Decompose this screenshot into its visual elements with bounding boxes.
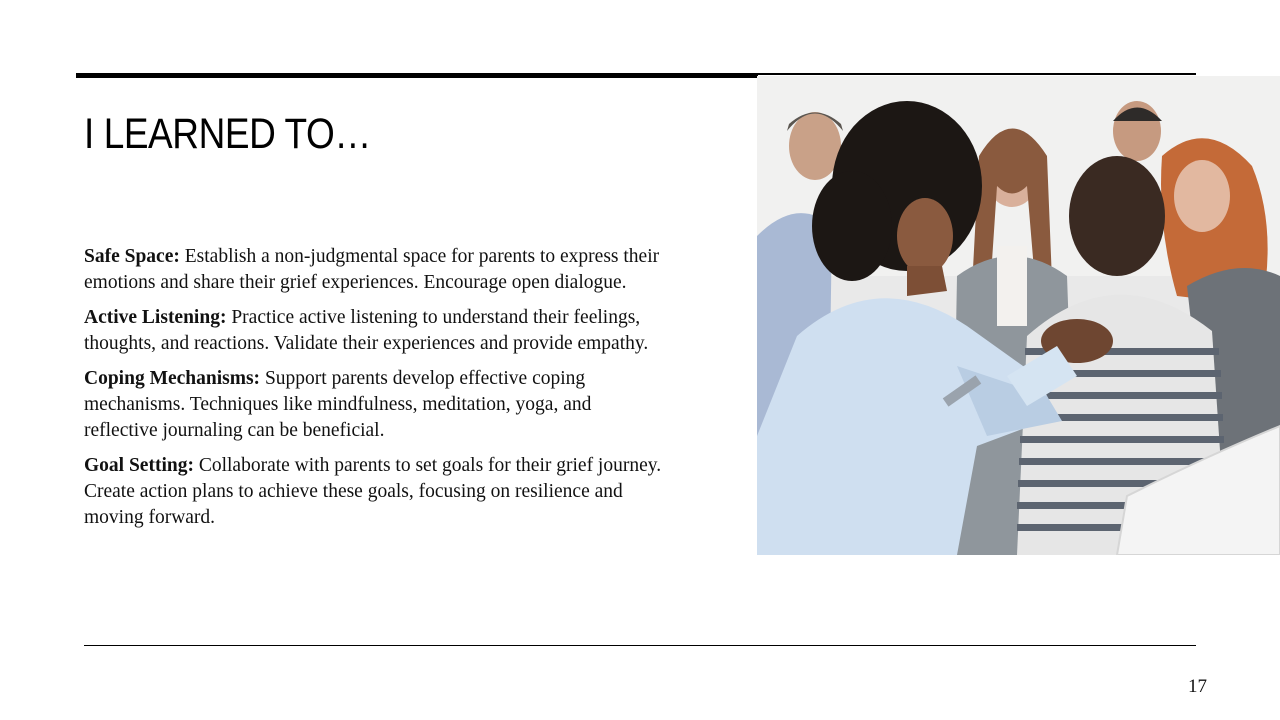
list-item-active-listening — [84, 305, 664, 357]
page-number: 17 — [1188, 676, 1207, 697]
item-text: Support parents develop effective coping mechanisms. Techniques like mindfulness, meditation, yoga, and reflective journaling can be beneficial. — [84, 368, 592, 441]
item-heading: Coping Mechanisms: — [84, 368, 261, 389]
list-item-coping-mechanisms — [84, 366, 664, 444]
item-heading: Goal Setting: — [84, 455, 194, 476]
top-rule-thick — [76, 73, 758, 78]
item-heading: Safe Space: — [84, 246, 180, 267]
item-text: Establish a non-judgmental space for parents to express their emotions and share their grief experiences. Encourage open dialogue. — [84, 246, 660, 293]
item-heading: Active Listening: — [84, 307, 227, 328]
bullet-list — [84, 244, 664, 540]
support-group-photo — [757, 76, 1280, 555]
list-item-safe-space — [84, 244, 664, 296]
photo-illustration — [757, 76, 1280, 555]
slide-title: I LEARNED TO… — [84, 110, 371, 158]
top-rule-thin — [758, 73, 1196, 75]
bottom-rule — [84, 645, 1196, 646]
item-text: Practice active listening to understand their feelings, thoughts, and reactions. Validate their experiences and provide empathy. — [84, 307, 649, 354]
list-item-goal-setting — [84, 453, 664, 531]
item-text: Collaborate with parents to set goals for their grief journey. Create action plans to achieve these goals, focusing on resilience and moving forward. — [84, 455, 662, 528]
